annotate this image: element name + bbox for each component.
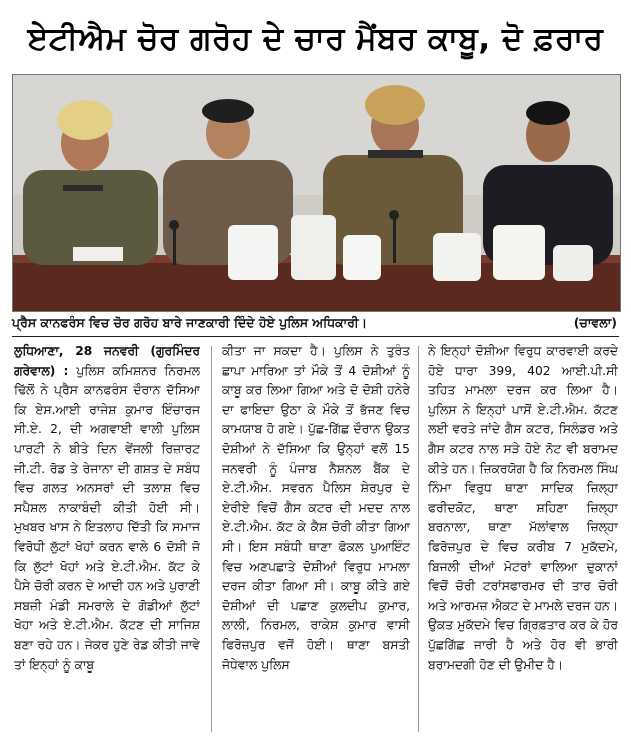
- press-conference-photo: [12, 74, 621, 312]
- dateline: ਲੁਧਿਆਣਾ, 28 ਜਨਵਰੀ (ਗੁਰਮਿੰਦਰ ਗਰੇਵਾਲ) :: [14, 344, 200, 378]
- article-text: ਪੁਲਿਸ ਕਮਿਸ਼ਨਰ ਨਿਰਮਲ ਢਿੱਲੋਂ ਨੇ ਪ੍ਰੈਸ ਕਾਨਫਰੰਸ ਦੌਰਾਨ ਦੱਸਿਆ ਕਿ ਏਸ.ਆਈ ਰਾਜੇਸ਼ ਕੁਮਾਰ ਇੰਚਾਰਜ ਸੀ.ਏ. 2, ਦੀ ਅਗਵਾਈ ਵਾਲੀ ਪੁਲਿਸ ਪਾਰਟੀ ਨੇ ਬੀਤੇ ਦਿਨ ਵੇਂਜਲੀ ਰਿਜ਼ਾਰਟ ਜੀ.ਟੀ. ਰੋਡ ਤੇ ਰੇਜਾਨਾ ਦੀ ਗਸ਼ਤ ਦੇ ਸਬੰਧ ਵਿਚ ਗਲਤ ਅਨਸਰਾਂ ਦੀ ਤਲਾਸ਼ ਵਿਚ ਸਪੈਸ਼ਲ ਨਾਕਾਬੰਦੀ ਕੀਤੀ ਹੋਈ ਸੀ। ਮੁਖਬਰ ਖਾਸ ਨੇ ਇਤਲਾਹ ਦਿੱਤੀ ਕਿ ਸਮਾਜ ਵਿਰੋਧੀ ਲੁੱਟਾਂ ਖੋਹਾਂ ਕਰਨ ਵਾਲੇ 6 ਦੋਸ਼ੀ ਜੋ ਕਿ ਲੁੱਟਾਂ ਖੋਹਾਂ ਅਤੇ ਏ.ਟੀ.ਐਮ. ਕੱਟ ਕੇ ਪੈਸੇ ਚੋਰੀ ਕਰਨ ਦੇ ਆਦੀ ਹਨ ਅਤੇ ਪੁਰਾਣੀ ਸਬਜ਼ੀ ਮੰਡੀ ਸਮਰਾਲੇ ਦੇ ਗੋਡੀਆਂ ਲੁੱਟਾਂ ਖੋਹਾ ਅਤੇ ਏ.ਟੀ.ਐਮ. ਕੱਟਣ ਦੀ ਸਾਜਿਸ਼ ਬਣਾ ਰਹੇ ਹਨ। ਜੇਕਰ ਹੁਣੇ ਰੇਡ ਕੀਤੀ ਜਾਵੇ ਤਾਂ ਇਨ੍ਹਾਂ ਨੂੰ ਕਾਬੂ: [14, 363, 200, 672]
- photo-caption-row: [12, 314, 619, 337]
- column-divider: [211, 346, 212, 732]
- photo-caption: ਪ੍ਰੈਸ ਕਾਨਫਰੰਸ ਵਿਚ ਚੋਰ ਗਰੋਹ ਬਾਰੇ ਜਾਣਕਾਰੀ ਦਿੰਦੇ ਹੋਏ ਪੁਲਿਸ ਅਧਿਕਾਰੀ।: [12, 315, 368, 330]
- article-column-2: [222, 342, 410, 734]
- photo-credit: (ਚਾਵਲਾ): [573, 315, 617, 330]
- headline: ਏਟੀਐਮ ਚੋਰ ਗਰੋਹ ਦੇ ਚਾਰ ਮੈਂਬਰ ਕਾਬੂ, ਦੋ ਫ਼ਰਾਰ: [27, 20, 604, 57]
- article-column-3: [428, 342, 618, 734]
- article-text: ਨੇ ਇਨ੍ਹਾਂ ਦੋਸ਼ੀਆ ਵਿਰੁਧ ਕਾਰਵਾਈ ਕਰਦੇ ਹੋਏ ਧਾਰਾ 399, 402 ਆਈ.ਪੀ.ਸੀ ਤਹਿਤ ਮਾਮਲਾ ਦਰਜ ਕਰ ਲਿਆ ਹੈ। ਪੁਲਿਸ ਨੇ ਇਨ੍ਹਾਂ ਪਾਸੋਂ ਏ.ਟੀ.ਐਮ. ਕੱਟਣ ਲਈ ਵਰਤੇ ਜਾਂਦੇ ਗੈਸ ਕਟਰ, ਸਿਲੰਡਰ ਅਤੇ ਗੈਸ ਕਟਰ ਨਾਲ ਸੜੇ ਹੋਏ ਨੋਟ ਵੀ ਬਰਾਮਦ ਕੀਤੇ ਹਨ। ਜ਼ਿਕਰਯੋਗ ਹੈ ਕਿ ਨਿਰਮਲ ਸਿੰਘ ਨਿੰਮਾ ਵਿਰੁਧ ਥਾਣਾ ਸਾਦਿਕ ਜ਼ਿਲ੍ਹਾ ਫਰੀਦਕੋਟ, ਥਾਣਾ ਸ਼ਹਿਣਾ ਜ਼ਿਲ੍ਹਾ ਬਰਨਾਲਾ, ਥਾਣਾ ਮੱਲਾਂਵਾਲ ਜ਼ਿਲ੍ਹਾ ਫਿਰੋਜ਼ਪੁਰ ਦੇ ਵਿਚ ਕਰੀਬ 7 ਮੁਕੱਦਮੇ, ਬਿਜਲੀ ਦੀਆਂ ਮੋਟਰਾਂ ਵਾਲਿਆ ਦੁਕਾਨਾਂ ਵਿਚੋਂ ਚੋਰੀ ਟਰਾਂਸਫਾਰਮਰ ਦੀ ਤਾਰ ਚੋਰੀ ਅਤੇ ਆਰਮਜ਼ ਐਕਟ ਦੇ ਮਾਮਲੇ ਦਰਜ ਹਨ। ਉਕਤ ਮੁਕੱਦਮੇ ਵਿਚ ਗ੍ਰਿਫ਼ਤਾਰ ਕਰ ਕੇ ਹੋਰ ਪੁੱਛਗਿੱਛ ਜਾਰੀ ਹੈ ਅਤੇ ਹੋਰ ਵੀ ਭਾਰੀ ਬਰਾਮਦਗੀ ਹੋਣ ਦੀ ਉਮੀਦ ਹੈ।: [428, 344, 618, 672]
- article-text: ਕੀਤਾ ਜਾ ਸਕਦਾ ਹੈ। ਪੁਲਿਸ ਨੇ ਤੁਰੰਤ ਛਾਪਾ ਮਾਰਿਆ ਤਾਂ ਮੌਕੇ ਤੋਂ 4 ਦੋਸ਼ੀਆਂ ਨੂੰ ਕਾਬੂ ਕਰ ਲਿਆ ਗਿਆ ਅਤੇ ਦੋ ਦੋਸ਼ੀ ਹਨੇਰੇ ਦਾ ਫਾਇਦਾ ਉਠਾ ਕੇ ਮੌਕੇ ਤੋਂ ਭੱਜਣ ਵਿਚ ਕਾਮਯਾਬ ਹੋ ਗਏ। ਪੁੱਛ-ਗਿੱਛ ਦੌਰਾਨ ਉਕਤ ਦੋਸ਼ੀਆਂ ਨੇ ਦੱਸਿਆ ਕਿ ਉਨ੍ਹਾਂ ਵਲੋਂ 15 ਜਨਵਰੀ ਨੂੰ ਪੰਜਾਬ ਨੈਸ਼ਨਲ ਬੈਂਕ ਦੇ ਏ.ਟੀ.ਐਮ. ਸਵਰਨ ਪੈਲਿਸ ਸ਼ੇਰਪੁਰ ਦੇ ਏਰੀਏ ਵਿਚੋਂ ਗੈਸ ਕਟਰ ਦੀ ਮਦਦ ਨਾਲ ਏ.ਟੀ.ਐਮ. ਕੱਟ ਕੇ ਕੈਸ਼ ਚੋਰੀ ਕੀਤਾ ਗਿਆ ਸੀ। ਇਸ ਸਬੰਧੀ ਥਾਣਾ ਫੋਕਲ ਪੁਆਇੰਟ ਵਿਚ ਅਣਪਛਾਤੇ ਦੋਸ਼ੀਆਂ ਵਿਰੁਧ ਮਾਮਲਾ ਦਰਜ ਕੀਤਾ ਗਿਆ ਸੀ। ਕਾਬੂ ਕੀਤੇ ਗਏ ਦੋਸ਼ੀਆਂ ਦੀ ਪਛਾਣ ਕੁਲਦੀਪ ਕੁਮਾਰ, ਲਾਲੀ, ਨਿਰਮਲ, ਰਾਕੇਸ਼ ਕੁਮਾਰ ਵਾਸੀ ਫਿਰੋਜ਼ਪੁਰ ਵਜੋਂ ਹੋਈ। ਥਾਣਾ ਬਸਤੀ ਜੋਧੇਵਾਲ ਪੁਲਿਸ: [222, 344, 410, 672]
- article-column-1: [14, 342, 200, 734]
- column-divider: [418, 346, 419, 732]
